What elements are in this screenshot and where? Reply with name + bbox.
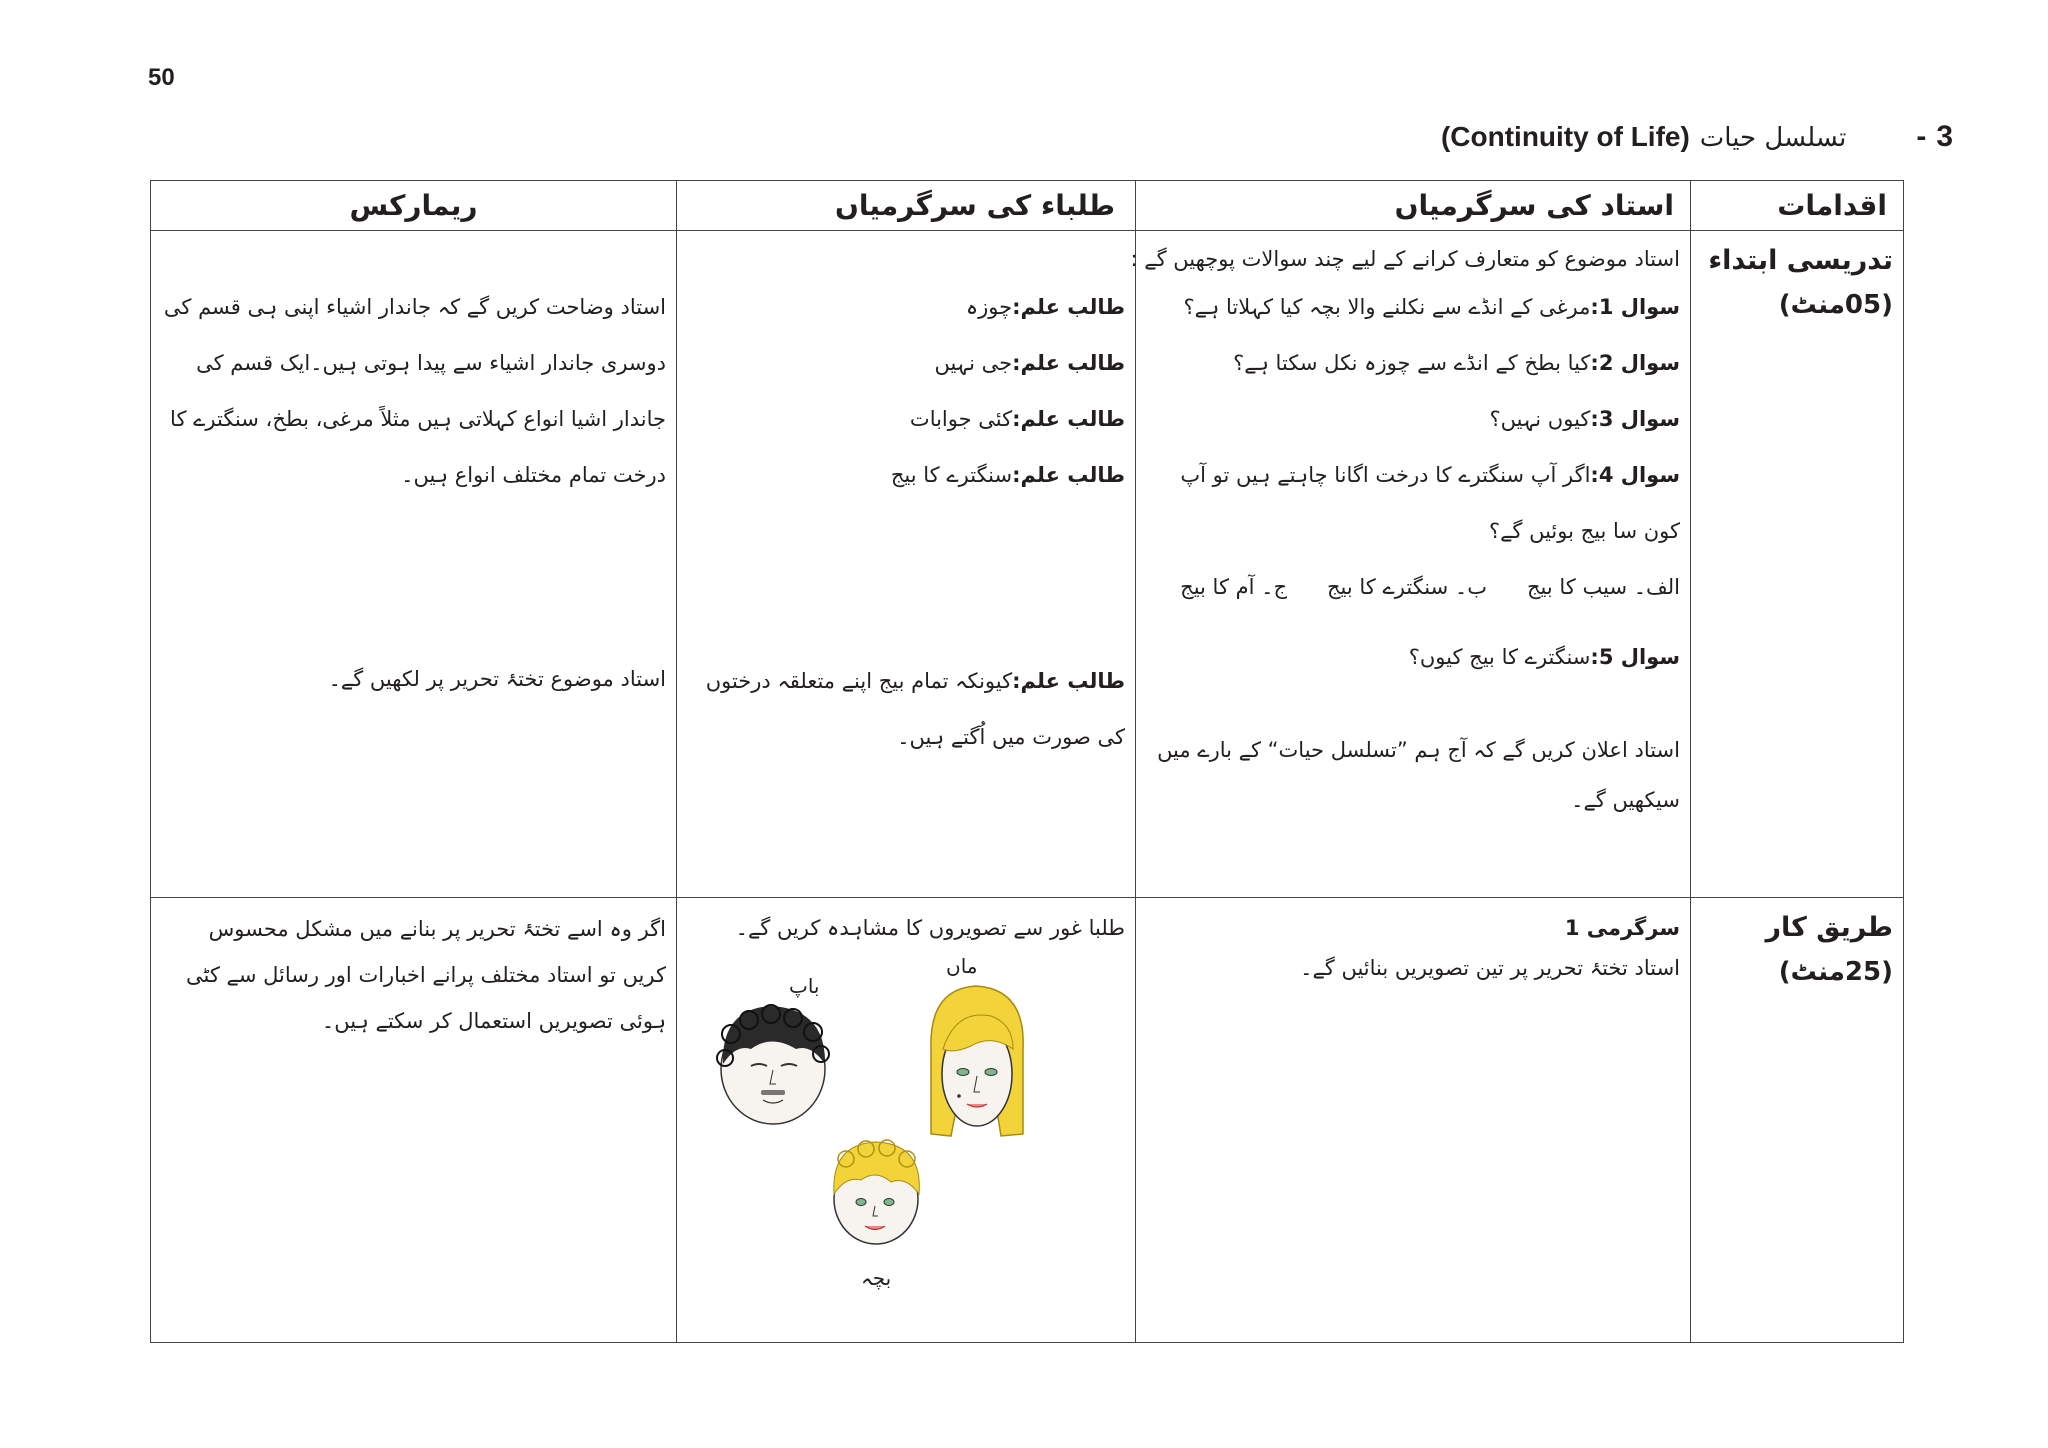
student-label: طالب علم:: [1012, 406, 1125, 431]
family-drawing: [691, 954, 1121, 1294]
intro-teacher-cell: [1130, 230, 1691, 897]
teacher-announce: استاد اعلان کریں گے کہ آج ہم ”تسلسل حیات“ کے بارے میں سیکھیں گے۔: [1157, 737, 1680, 812]
student-answer-3: [687, 391, 1125, 447]
method-students-cell: [677, 898, 1136, 1343]
student-label: طالب علم:: [1012, 350, 1125, 375]
intro-row: [151, 230, 1904, 897]
activity-title: سرگرمی 1: [1564, 916, 1680, 940]
question-2: [1146, 335, 1680, 391]
label-mother: ماں: [946, 954, 978, 978]
option-b: ب۔ سنگترے کا بیج: [1327, 574, 1487, 599]
student-answer-2: [687, 335, 1125, 391]
label-father: باپ: [789, 974, 820, 998]
section-dash: -: [1916, 120, 1927, 153]
question-5: [1146, 629, 1680, 685]
header-students: طلباء کی سرگرمیاں: [677, 181, 1136, 231]
intro-step-title: تدریسی ابتداء: [1708, 244, 1893, 276]
intro-step-cell: [1691, 230, 1904, 897]
answer-4-text: سنگترے کا بیج: [890, 462, 1013, 487]
lesson-plan-table: [150, 180, 1904, 1343]
label-child: بچہ: [861, 1266, 892, 1290]
section-heading: [1441, 120, 1953, 154]
method-remark: اگر وہ اسے تختۂ تحریر پر بنانے میں مشکل محسوس کریں تو استاد مختلف پرانے اخبارات اور رسائل سے کٹی ہوئی تصویریں استعمال کر سکتے ہیں۔: [186, 917, 666, 1033]
answer-1-text: چوزہ: [965, 294, 1013, 319]
question-3: [1146, 391, 1680, 447]
option-a: الف۔ سیب کا بیج: [1527, 574, 1680, 599]
student-answer-5: [687, 653, 1125, 765]
remark-2: استاد موضوع تختۂ تحریر پر لکھیں گے۔: [328, 666, 666, 691]
q1-text: مرغی کے انڈے سے نکلنے والا بچہ کیا کہلاتا ہے؟: [1183, 294, 1591, 319]
remark-1: استاد وضاحت کریں گے کہ جاندار اشیاء اپنی ہی قسم کی دوسری جاندار اشیاء سے پیدا ہوتی ہیں۔ایک قسم کی جاندار اشیا انواع کہلاتی ہیں مثلاً مرغی، بطخ، سنگترے کا درخت تمام مختلف انواع ہیں۔: [163, 294, 666, 487]
q4-label: سوال 4:: [1590, 462, 1680, 487]
q2-label: سوال 2:: [1590, 350, 1680, 375]
students-observe-text: طلبا غور سے تصویروں کا مشاہدہ کریں گے۔: [735, 916, 1125, 940]
student-answer-4: [687, 447, 1125, 503]
student-label: طالب علم:: [1012, 668, 1125, 693]
teacher-intro-text: استاد موضوع کو متعارف کرانے کے لیے چند سوالات پوچھیں گے :: [1130, 246, 1680, 271]
answer-2-text: جی نہیں: [934, 350, 1013, 375]
question-4-options: [1146, 559, 1680, 615]
section-number: 3: [1936, 120, 1953, 153]
child-face: [834, 1140, 920, 1244]
answer-3-text: کئی جوابات: [909, 406, 1013, 431]
header-remarks: ریمارکس: [151, 181, 677, 231]
student-label: طالب علم:: [1012, 294, 1125, 319]
father-face: [717, 1005, 829, 1124]
activity-text: استاد تختۂ تحریر پر تین تصویریں بنائیں گے۔: [1300, 956, 1680, 980]
intro-remarks-cell: [151, 230, 677, 897]
header-steps: اقدامات: [1691, 181, 1904, 231]
method-row: [151, 898, 1904, 1343]
question-1: [1146, 279, 1680, 335]
student-label: طالب علم:: [1012, 462, 1125, 487]
method-step-title: طریق کار: [1765, 912, 1893, 943]
intro-students-cell: [677, 230, 1136, 897]
option-c: ج۔ آم کا بیج: [1180, 574, 1287, 599]
intro-step-time: (05منٹ): [1778, 289, 1893, 320]
q4-text: اگر آپ سنگترے کا درخت اگانا چاہتے ہیں تو آپ کون سا بیج بوئیں گے؟: [1180, 462, 1680, 543]
section-title-english: (Continuity of Life): [1440, 121, 1690, 152]
section-title-urdu: تسلسل حیات: [1699, 123, 1847, 153]
q5-label: سوال 5:: [1590, 644, 1680, 669]
q3-label: سوال 3:: [1590, 406, 1680, 431]
header-teacher: استاد کی سرگرمیاں: [1136, 181, 1691, 231]
q3-text: کیوں نہیں؟: [1489, 406, 1591, 431]
faces-illustration: [691, 954, 1121, 1294]
method-step-cell: [1691, 898, 1904, 1343]
method-teacher-cell: [1136, 898, 1691, 1343]
student-answer-1: [687, 279, 1125, 335]
q1-label: سوال 1:: [1590, 294, 1680, 319]
method-step-time: (25منٹ): [1778, 957, 1893, 987]
q5-text: سنگترے کا بیج کیوں؟: [1408, 644, 1591, 669]
method-remarks-cell: [151, 898, 677, 1343]
question-4: [1146, 447, 1680, 559]
q2-text: کیا بطخ کے انڈے سے چوزہ نکل سکتا ہے؟: [1233, 350, 1591, 375]
mother-face: [931, 986, 1023, 1136]
header-row: [151, 181, 1904, 231]
page-number: 50: [148, 64, 175, 91]
answer-5-text: کیونکہ تمام بیج اپنے متعلقہ درختوں کی صورت میں اُگتے ہیں۔: [705, 668, 1125, 749]
